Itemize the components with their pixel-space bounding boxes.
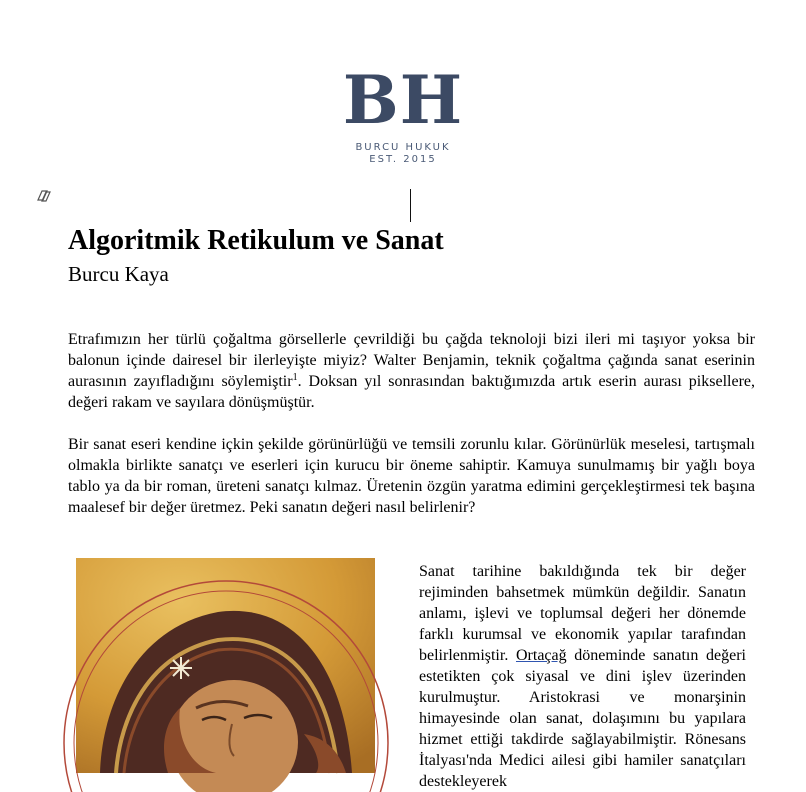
paragraph-1	[68, 329, 755, 413]
paragraph-1-text: Etrafımızın her türlü çoğaltma görsellerle çevrildiği bu çağda teknoloji bizi ileri mi taşıyor yoksa bir balonun içinde dairesel bir ilerleyişte miyiz? Walter Benjamin, teknik çoğaltma çağında sanat eserinin aurasının zayıfladığını söylemiştir	[68, 331, 755, 390]
footnote-ref[interactable]: 1	[292, 372, 298, 383]
logo-mark: BH	[342, 61, 464, 139]
text-cursor	[410, 189, 411, 222]
logo	[0, 61, 806, 165]
paragraph-3-rest: döneminde sanatın değeri estetikten çok siyasal ve dini işlev üzerinden kurulmuştur. Aristokrasi ve monarşinin himayesinde olan sanat, dolaşımını bu yapılara hizmet ettiği takdirde sağlayabilmiştir. Rönesans İtalyası'nda Medici ailesi gibi hamiler sanatçıları destekleyerek	[419, 647, 746, 790]
logo-firm-name: BURCU HUKUK	[355, 142, 451, 153]
paragraph-3-text: Sanat tarihine bakıldığında tek bir değer rejiminden bahsetmek mümkün değildir. Sanatın anlamı, işlevi ve toplumsal değeri her dönemde farklı kurumsal ve ekonomik yapılar tarafından belirlenmiştir.	[419, 563, 746, 664]
paragraph-1-rest: . Doksan yıl sonrasından baktığımızda artık eserin aurası piksellere, değeri rakam ve sayılara dönüşmüştür.	[68, 373, 755, 411]
paragraph-2: Bir sanat eseri kendine içkin şekilde görünürlüğü ve temsili zorunlu kılar. Görünürlük meselesi, tartışmalı olmakla birlikte sanatçı ve eserleri için kurucu bir öneme sahiptir. Kamuya sunulmamış bir yağlı boya tablo ya da bir roman, üreteni sanatçı kılmaz. Üretenin özgün yaratma edimini gerçekleştirmesi tek başına maalesef bir değer üretmez. Peki sanatın değeri nasıl belirlenir?	[68, 436, 755, 516]
paragraph-3	[419, 561, 746, 790]
article-author: Burcu Kaya	[68, 262, 169, 286]
ortacag-link[interactable]: Ortaçağ	[515, 647, 567, 664]
article-title: Algoritmik Retikulum ve Sanat	[68, 225, 444, 256]
madonna-icon-image	[76, 558, 375, 773]
logo-est: EST. 2015	[369, 154, 437, 165]
copilot-icon[interactable]	[35, 188, 53, 204]
